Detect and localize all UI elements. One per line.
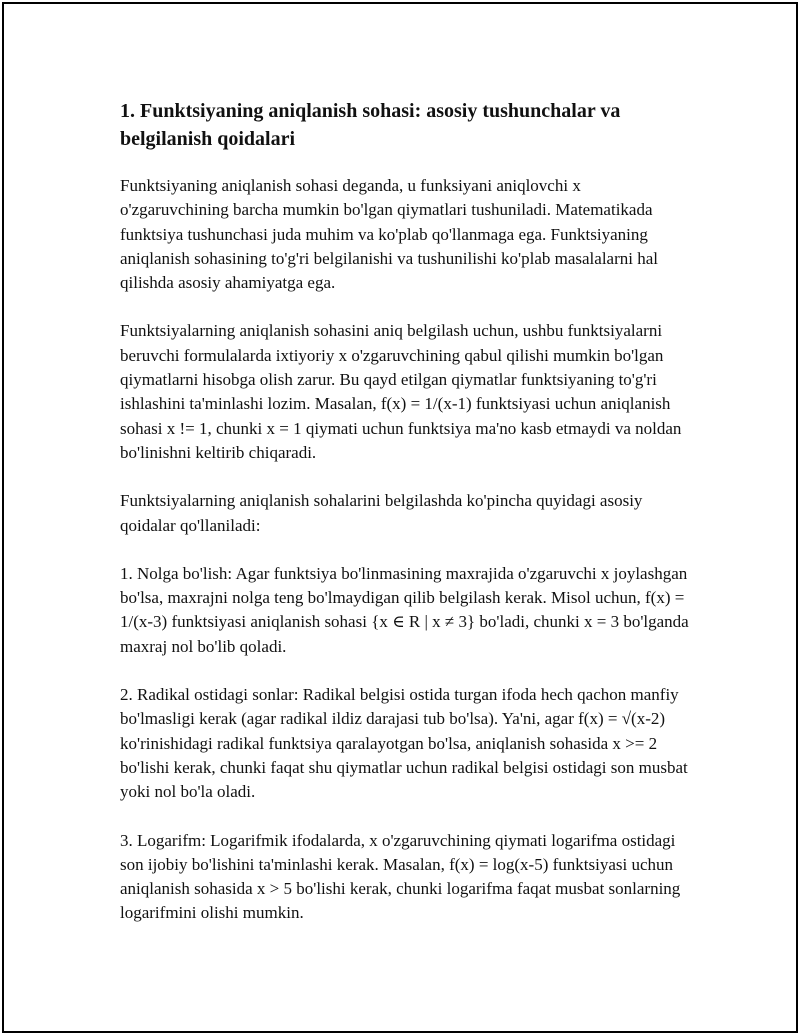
- paragraph-rule-radical: 2. Radikal ostidagi sonlar: Radikal belgisi ostida turgan ifoda hech qachon manfiy bo'lmasligi kerak (agar radikal ildiz darajasi tub bo'lsa). Ya'ni, agar f(x) = √(x-2) ko'rinishidagi radikal funktsiya qaralayotgan bo'lsa, aniqlanish sohasida x >= 2 bo'lishi kerak, chunki faqat shu qiymatlar uchun radikal belgisi ostidagi son musbat yoki nol bo'la oladi.: [120, 685, 688, 802]
- paragraph-example: Funktsiyalarning aniqlanish sohasini aniq belgilash uchun, ushbu funktsiyalarni beruvchi formulalarda ixtiyoriy x o'zgaruvchining qabul qilishi mumkin bo'lgan qiymatlarni hisobga olish zarur. Bu qayd etilgan qiymatlar funktsiyaning to'g'ri ishlashini ta'minlashi lozim. Masalan, f(x) = 1/(x-1) funktsiyasi uchun aniqlanish sohasi x != 1, chunki x = 1 qiymati uchun funktsiya ma'no kasb etmaydi va noldan bo'linishni keltirib chiqaradi.: [120, 321, 682, 462]
- paragraph-rule-logarithm: 3. Logarifm: Logarifmik ifodalarda, x o'zgaruvchining qiymati logarifma ostidagi son ijobiy bo'lishini ta'minlashi kerak. Masalan, f(x) = log(x-5) funktsiyasi uchun aniqlanish sohasida x > 5 bo'lishi kerak, chunki logarifma faqat musbat sonlarning logarifmini olishi mumkin.: [120, 830, 681, 923]
- paragraph-rule-division: 1. Nolga bo'lish: Agar funktsiya bo'linmasining maxrajida o'zgaruvchi x joylashgan bo'lsa, maxrajni nolga teng bo'lmaydigan qilib belgilash kerak. Misol uchun, f(x) = 1/(x-3) funktsiyasi aniqlanish sohasi {x ∈ R | x ≠ 3} bo'ladi, chunki x = 3 bo'lganda maxraj nol bo'lib qoladi.: [120, 563, 689, 656]
- section-heading: 1. Funktsiyaning aniqlanish sohasi: asosiy tushunchalar va belgilanish qoidalari: [120, 100, 621, 150]
- paragraph-definition: Funktsiyaning aniqlanish sohasi deganda, u funksiyani aniqlovchi x o'zgaruvchining barcha mumkin bo'lgan qiymatlari tushuniladi. Matematikada funktsiya tushunchasi juda muhim va ko'plab qo'llanmaga ega. Funktsiyaning aniqlanish sohasining to'g'ri belgilanishi va tushunilishi ko'plab masalalarni hal qilishda asosiy ahamiyatga ega.: [120, 176, 658, 293]
- paragraph-rules-intro: Funktsiyalarning aniqlanish sohalarini belgilashda ko'pincha quyidagi asosiy qoidalar qo'llaniladi:: [120, 491, 643, 535]
- document-body: [120, 97, 690, 950]
- document-page: [2, 2, 798, 1033]
